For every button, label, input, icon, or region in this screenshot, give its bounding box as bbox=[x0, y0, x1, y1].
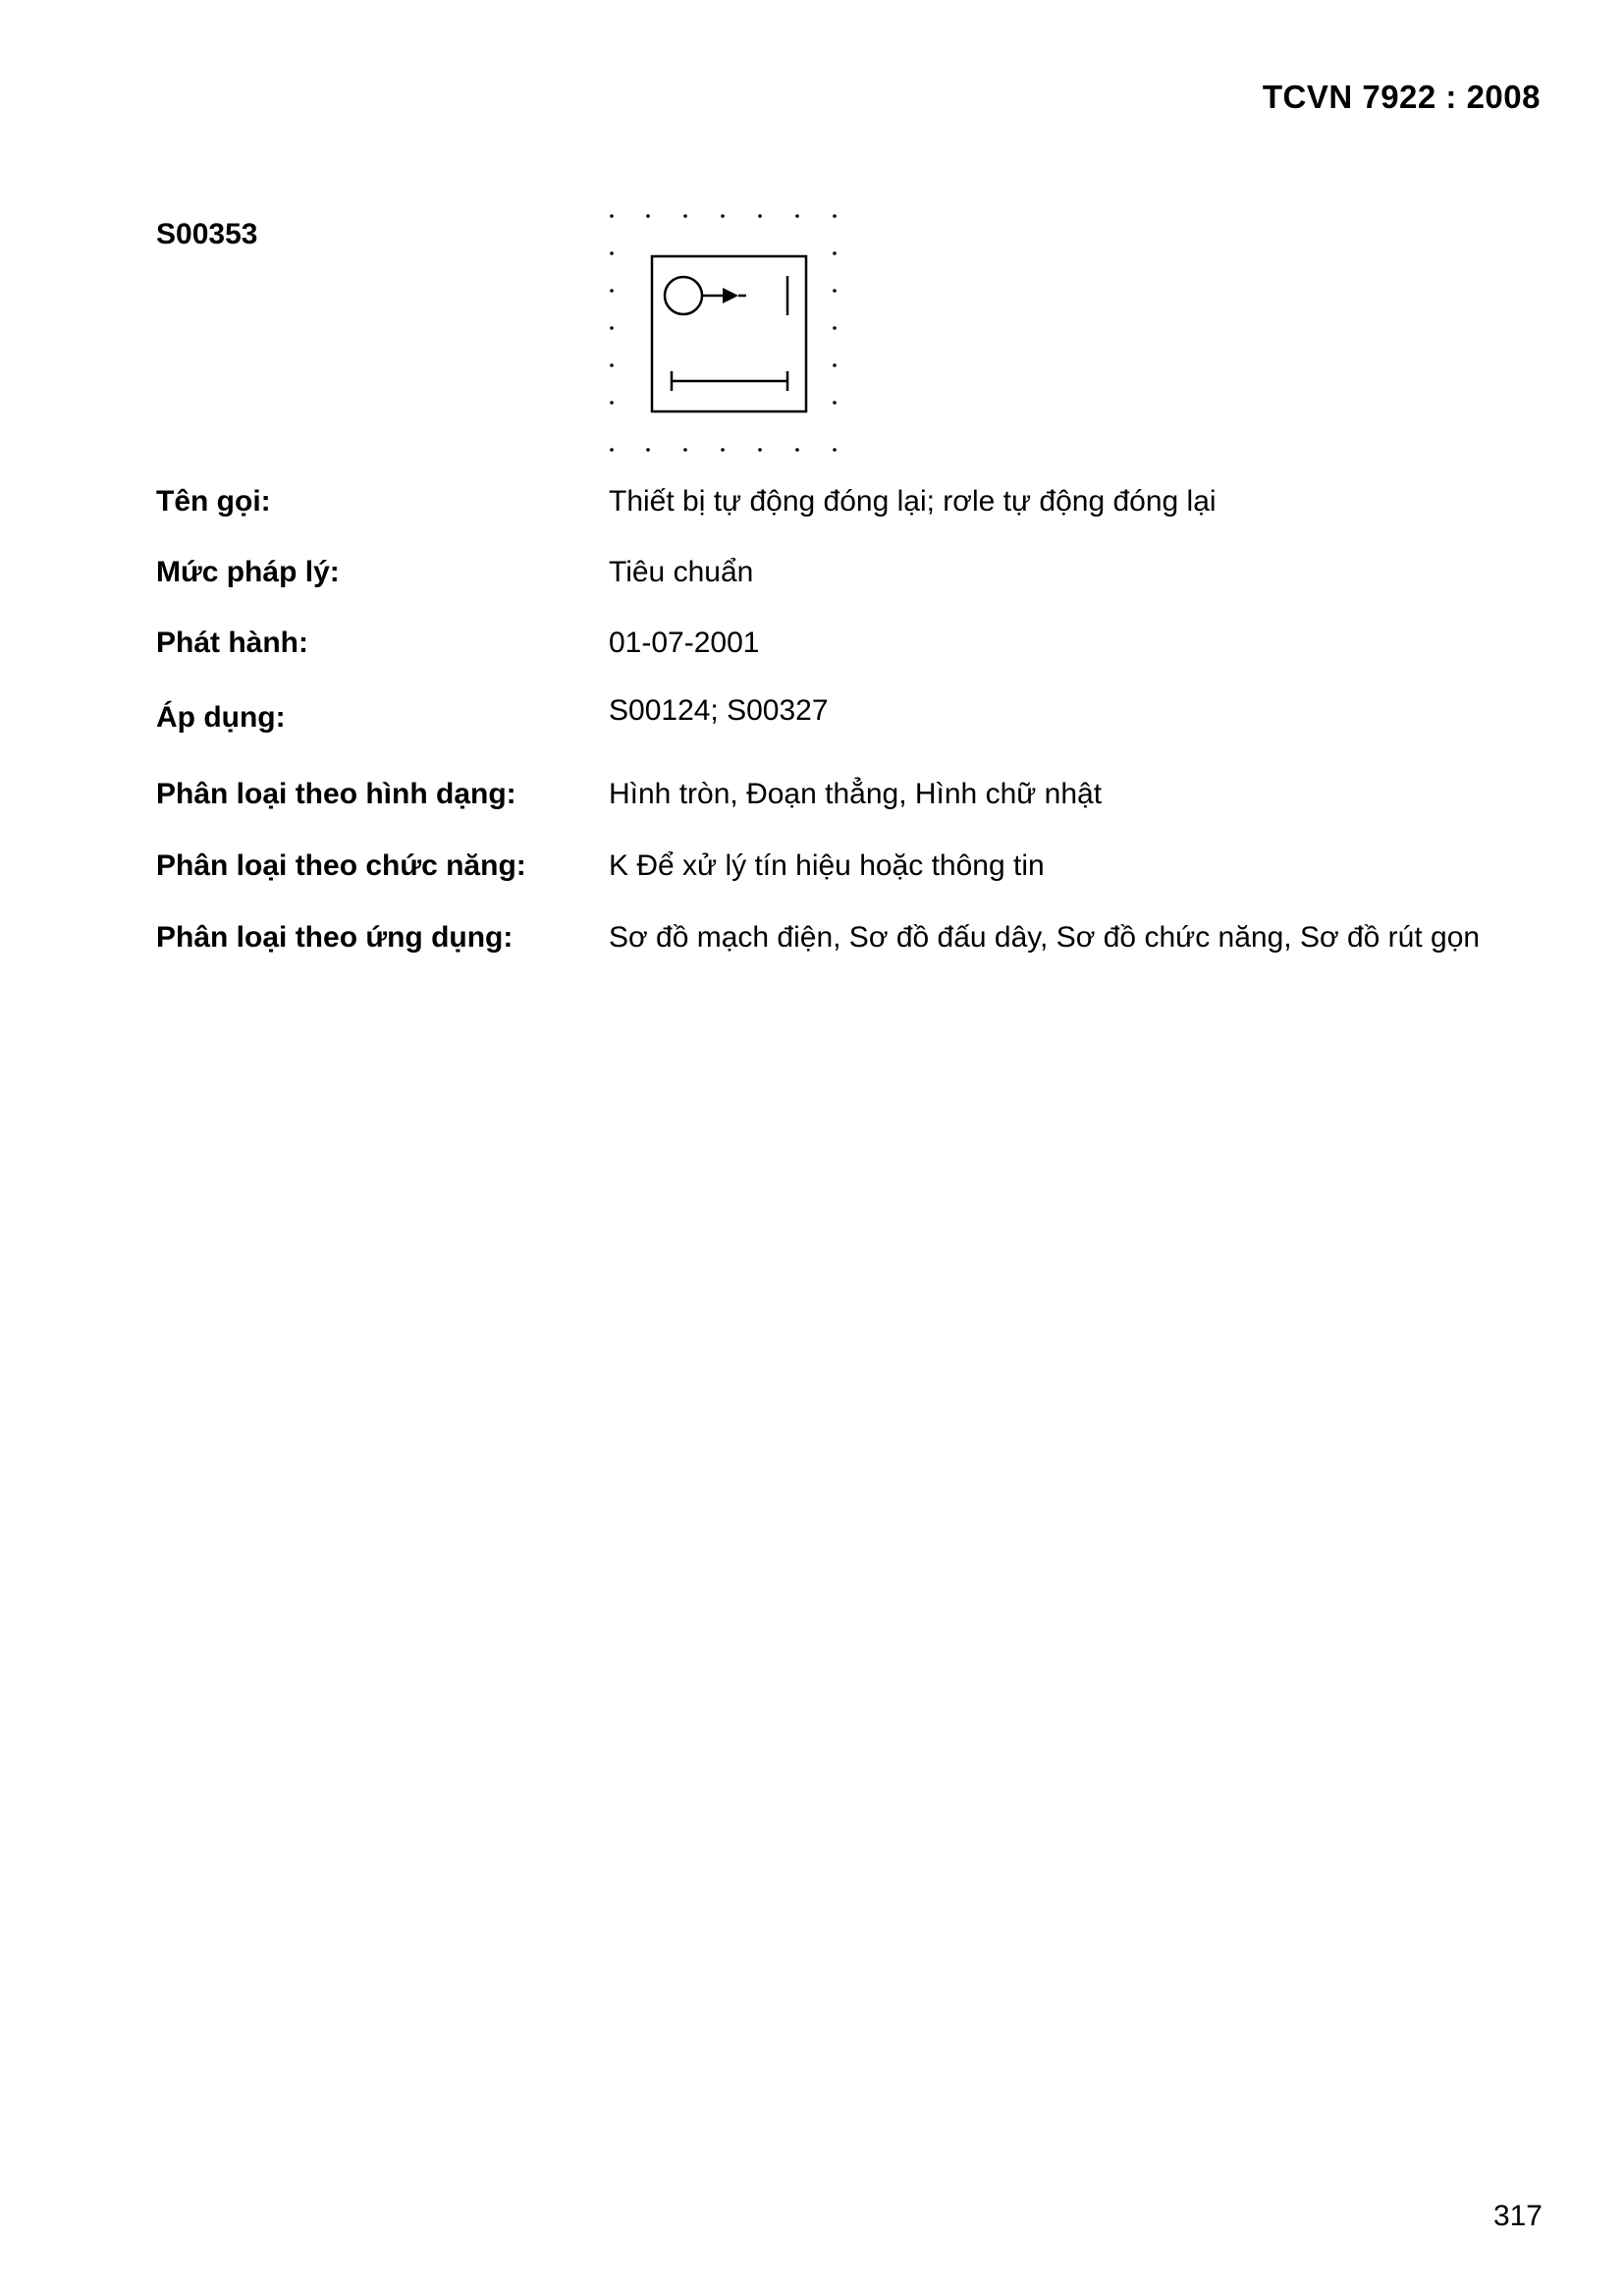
property-row-legal-level bbox=[156, 556, 1570, 605]
symbol-circle bbox=[665, 277, 702, 314]
property-value: Thiết bị tự động đóng lại; rơle tự động đóng lại bbox=[609, 485, 1217, 518]
property-label: Tên gọi: bbox=[156, 485, 271, 518]
property-label: Mức pháp lý: bbox=[156, 556, 340, 588]
property-value: K Để xử lý tín hiệu hoặc thông tin bbox=[609, 849, 1045, 882]
property-value: Sơ đồ mạch điện, Sơ đồ đấu dây, Sơ đồ chức năng, Sơ đồ rút gọn bbox=[609, 921, 1481, 954]
property-row-applies bbox=[156, 694, 1570, 750]
property-value: 01-07-2001 bbox=[609, 627, 760, 659]
property-row-function-class bbox=[156, 849, 1570, 899]
symbol-arrow bbox=[723, 288, 738, 303]
property-label: Phân loại theo hình dạng: bbox=[156, 778, 516, 810]
property-label: Phát hành: bbox=[156, 627, 308, 659]
property-value: S00124; S00327 bbox=[609, 694, 829, 727]
property-row-application-class bbox=[156, 921, 1570, 970]
property-value: Tiêu chuẩn bbox=[609, 556, 754, 588]
property-row-name bbox=[156, 485, 1570, 534]
auto-reclosing-device-symbol bbox=[601, 201, 864, 462]
property-label: Phân loại theo chức năng: bbox=[156, 849, 526, 882]
page-number: 317 bbox=[1492, 2200, 1543, 2232]
property-label: Áp dụng: bbox=[156, 701, 286, 734]
property-row-shape-class bbox=[156, 778, 1570, 827]
property-label: Phân loại theo ứng dụng: bbox=[156, 921, 514, 954]
grid-dots bbox=[610, 214, 837, 452]
property-value: Hình tròn, Đoạn thẳng, Hình chữ nhật bbox=[609, 778, 1103, 810]
property-row-issued bbox=[156, 627, 1570, 676]
symbol-id: S00353 bbox=[156, 218, 258, 250]
standard-header: TCVN 7922 : 2008 bbox=[1262, 79, 1541, 115]
